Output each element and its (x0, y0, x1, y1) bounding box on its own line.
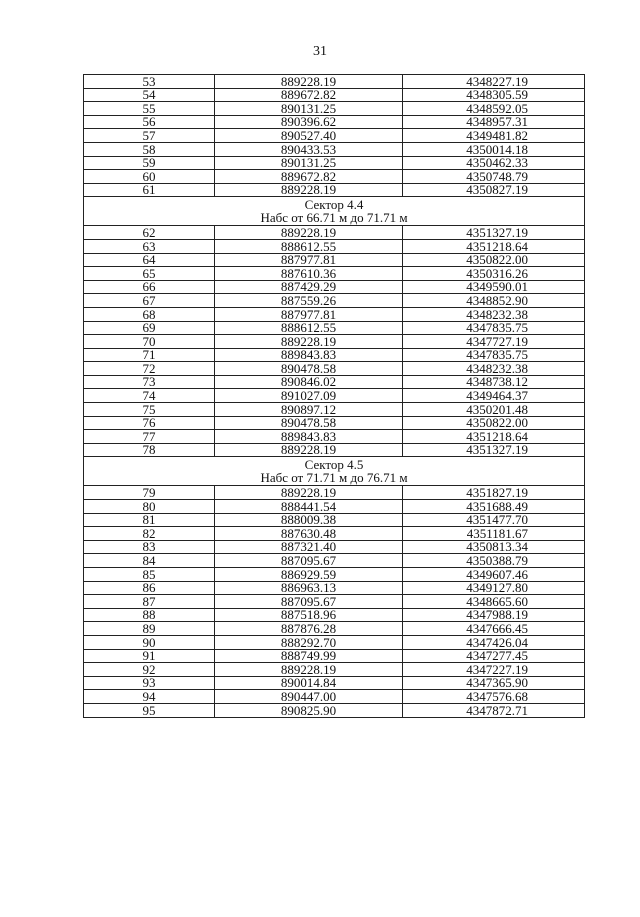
table-row (84, 102, 585, 116)
table-row (84, 513, 585, 527)
point-number-cell: 57 (84, 129, 215, 143)
section-title: Сектор 4.5 (304, 457, 364, 473)
x-coordinate-cell: 889228.19 (215, 443, 403, 457)
point-number-cell: 84 (84, 554, 215, 568)
table-row (84, 608, 585, 622)
point-number-cell: 72 (84, 362, 215, 376)
table-row (84, 581, 585, 595)
table-row (84, 416, 585, 430)
x-coordinate-cell: 888749.99 (215, 649, 403, 663)
x-coordinate-cell: 889228.19 (215, 226, 403, 240)
section-header-cell (84, 457, 585, 486)
table-row (84, 540, 585, 554)
point-number-cell: 81 (84, 513, 215, 527)
x-coordinate-cell: 886929.59 (215, 568, 403, 582)
point-number-cell: 77 (84, 430, 215, 444)
x-coordinate-cell: 890447.00 (215, 690, 403, 704)
point-number-cell: 85 (84, 568, 215, 582)
y-coordinate-cell: 4347277.45 (403, 649, 585, 663)
x-coordinate-cell: 890014.84 (215, 676, 403, 690)
y-coordinate-cell: 4350462.33 (403, 156, 585, 170)
table-row (84, 239, 585, 253)
y-coordinate-cell: 4347872.71 (403, 703, 585, 717)
x-coordinate-cell: 886963.13 (215, 581, 403, 595)
y-coordinate-cell: 4348852.90 (403, 294, 585, 308)
point-number-cell: 69 (84, 321, 215, 335)
y-coordinate-cell: 4348227.19 (403, 75, 585, 89)
table-row (84, 554, 585, 568)
table-row (84, 335, 585, 349)
table-row (84, 443, 585, 457)
point-number-cell: 70 (84, 335, 215, 349)
point-number-cell: 79 (84, 486, 215, 500)
table-row (84, 389, 585, 403)
x-coordinate-cell: 890897.12 (215, 403, 403, 417)
y-coordinate-cell: 4351218.64 (403, 430, 585, 444)
x-coordinate-cell: 890131.25 (215, 156, 403, 170)
x-coordinate-cell: 890527.40 (215, 129, 403, 143)
point-number-cell: 82 (84, 527, 215, 541)
x-coordinate-cell: 887876.28 (215, 622, 403, 636)
point-number-cell: 56 (84, 115, 215, 129)
table-row (84, 321, 585, 335)
y-coordinate-cell: 4348738.12 (403, 375, 585, 389)
x-coordinate-cell: 890825.90 (215, 703, 403, 717)
table-row (84, 690, 585, 704)
y-coordinate-cell: 4350813.34 (403, 540, 585, 554)
y-coordinate-cell: 4349607.46 (403, 568, 585, 582)
table-row (84, 267, 585, 281)
x-coordinate-cell: 889843.83 (215, 430, 403, 444)
table-row (84, 170, 585, 184)
point-number-cell: 61 (84, 183, 215, 197)
y-coordinate-cell: 4347727.19 (403, 335, 585, 349)
x-coordinate-cell: 889228.19 (215, 75, 403, 89)
x-coordinate-cell: 887977.81 (215, 253, 403, 267)
table-row (84, 622, 585, 636)
point-number-cell: 67 (84, 294, 215, 308)
point-number-cell: 87 (84, 595, 215, 609)
x-coordinate-cell: 890433.53 (215, 142, 403, 156)
x-coordinate-cell: 890846.02 (215, 375, 403, 389)
y-coordinate-cell: 4347835.75 (403, 321, 585, 335)
table-row (84, 676, 585, 690)
y-coordinate-cell: 4351477.70 (403, 513, 585, 527)
y-coordinate-cell: 4350748.79 (403, 170, 585, 184)
y-coordinate-cell: 4347666.45 (403, 622, 585, 636)
x-coordinate-cell: 887095.67 (215, 554, 403, 568)
table-row (84, 500, 585, 514)
y-coordinate-cell: 4351218.64 (403, 239, 585, 253)
table-row (84, 568, 585, 582)
x-coordinate-cell: 889228.19 (215, 663, 403, 677)
y-coordinate-cell: 4350822.00 (403, 253, 585, 267)
table-row (84, 294, 585, 308)
y-coordinate-cell: 4350827.19 (403, 183, 585, 197)
y-coordinate-cell: 4347576.68 (403, 690, 585, 704)
y-coordinate-cell: 4349590.01 (403, 280, 585, 294)
y-coordinate-cell: 4348232.38 (403, 362, 585, 376)
y-coordinate-cell: 4348232.38 (403, 307, 585, 321)
point-number-cell: 71 (84, 348, 215, 362)
x-coordinate-cell: 887630.48 (215, 527, 403, 541)
x-coordinate-cell: 890396.62 (215, 115, 403, 129)
y-coordinate-cell: 4350822.00 (403, 416, 585, 430)
table-row (84, 595, 585, 609)
x-coordinate-cell: 890478.58 (215, 416, 403, 430)
point-number-cell: 65 (84, 267, 215, 281)
point-number-cell: 53 (84, 75, 215, 89)
point-number-cell: 66 (84, 280, 215, 294)
table-row (84, 88, 585, 102)
y-coordinate-cell: 4349464.37 (403, 389, 585, 403)
y-coordinate-cell: 4351827.19 (403, 486, 585, 500)
point-number-cell: 59 (84, 156, 215, 170)
x-coordinate-cell: 888612.55 (215, 239, 403, 253)
y-coordinate-cell: 4351688.49 (403, 500, 585, 514)
x-coordinate-cell: 888292.70 (215, 635, 403, 649)
point-number-cell: 60 (84, 170, 215, 184)
table-row (84, 403, 585, 417)
table-row (84, 430, 585, 444)
table-row (84, 75, 585, 89)
point-number-cell: 86 (84, 581, 215, 595)
section-header-sector-4-5 (84, 457, 585, 486)
y-coordinate-cell: 4348957.31 (403, 115, 585, 129)
y-coordinate-cell: 4351181.67 (403, 527, 585, 541)
section-title: Сектор 4.4 (304, 197, 364, 213)
point-number-cell: 78 (84, 443, 215, 457)
y-coordinate-cell: 4347835.75 (403, 348, 585, 362)
x-coordinate-cell: 889843.83 (215, 348, 403, 362)
x-coordinate-cell: 887095.67 (215, 595, 403, 609)
point-number-cell: 94 (84, 690, 215, 704)
table-row (84, 307, 585, 321)
coordinates-block-sector-4-3 (84, 75, 585, 197)
y-coordinate-cell: 4348665.60 (403, 595, 585, 609)
point-number-cell: 76 (84, 416, 215, 430)
x-coordinate-cell: 889672.82 (215, 170, 403, 184)
x-coordinate-cell: 891027.09 (215, 389, 403, 403)
y-coordinate-cell: 4348305.59 (403, 88, 585, 102)
y-coordinate-cell: 4351327.19 (403, 226, 585, 240)
table-row (84, 253, 585, 267)
table-row (84, 486, 585, 500)
point-number-cell: 91 (84, 649, 215, 663)
section-header-row (84, 457, 585, 486)
table-row (84, 362, 585, 376)
point-number-cell: 54 (84, 88, 215, 102)
table-row (84, 183, 585, 197)
point-number-cell: 92 (84, 663, 215, 677)
table-row (84, 156, 585, 170)
x-coordinate-cell: 889228.19 (215, 335, 403, 349)
section-height-range: Набс от 71.71 м до 76.71 м (260, 470, 408, 486)
table-row (84, 142, 585, 156)
y-coordinate-cell: 4351327.19 (403, 443, 585, 457)
table-row (84, 649, 585, 663)
point-number-cell: 89 (84, 622, 215, 636)
y-coordinate-cell: 4350388.79 (403, 554, 585, 568)
x-coordinate-cell: 888441.54 (215, 500, 403, 514)
x-coordinate-cell: 887321.40 (215, 540, 403, 554)
x-coordinate-cell: 887977.81 (215, 307, 403, 321)
point-number-cell: 75 (84, 403, 215, 417)
point-number-cell: 63 (84, 239, 215, 253)
point-number-cell: 58 (84, 142, 215, 156)
x-coordinate-cell: 887610.36 (215, 267, 403, 281)
x-coordinate-cell: 889672.82 (215, 88, 403, 102)
section-header-cell (84, 197, 585, 226)
x-coordinate-cell: 890478.58 (215, 362, 403, 376)
y-coordinate-cell: 4350014.18 (403, 142, 585, 156)
page-number: 31 (313, 44, 327, 59)
point-number-cell: 74 (84, 389, 215, 403)
table-row (84, 375, 585, 389)
table-row (84, 115, 585, 129)
section-header-sector-4-4 (84, 197, 585, 226)
point-number-cell: 55 (84, 102, 215, 116)
y-coordinate-cell: 4347365.90 (403, 676, 585, 690)
x-coordinate-cell: 887518.96 (215, 608, 403, 622)
point-number-cell: 73 (84, 375, 215, 389)
x-coordinate-cell: 888009.38 (215, 513, 403, 527)
table-row (84, 226, 585, 240)
point-number-cell: 64 (84, 253, 215, 267)
x-coordinate-cell: 887559.26 (215, 294, 403, 308)
point-number-cell: 88 (84, 608, 215, 622)
x-coordinate-cell: 890131.25 (215, 102, 403, 116)
y-coordinate-cell: 4349127.80 (403, 581, 585, 595)
table-row (84, 280, 585, 294)
y-coordinate-cell: 4347227.19 (403, 663, 585, 677)
coordinates-block-sector-4-5 (84, 486, 585, 717)
x-coordinate-cell: 889228.19 (215, 486, 403, 500)
section-header-row (84, 197, 585, 226)
y-coordinate-cell: 4350201.48 (403, 403, 585, 417)
x-coordinate-cell: 888612.55 (215, 321, 403, 335)
point-number-cell: 62 (84, 226, 215, 240)
x-coordinate-cell: 887429.29 (215, 280, 403, 294)
table-row (84, 348, 585, 362)
coordinates-table (83, 74, 585, 718)
x-coordinate-cell: 889228.19 (215, 183, 403, 197)
coordinates-block-sector-4-4 (84, 226, 585, 457)
y-coordinate-cell: 4348592.05 (403, 102, 585, 116)
y-coordinate-cell: 4350316.26 (403, 267, 585, 281)
section-height-range: Набс от 66.71 м до 71.71 м (260, 210, 408, 226)
point-number-cell: 68 (84, 307, 215, 321)
y-coordinate-cell: 4349481.82 (403, 129, 585, 143)
table-row (84, 129, 585, 143)
table-row (84, 703, 585, 717)
table-row (84, 663, 585, 677)
point-number-cell: 90 (84, 635, 215, 649)
point-number-cell: 95 (84, 703, 215, 717)
y-coordinate-cell: 4347426.04 (403, 635, 585, 649)
point-number-cell: 93 (84, 676, 215, 690)
table-row (84, 527, 585, 541)
point-number-cell: 83 (84, 540, 215, 554)
y-coordinate-cell: 4347988.19 (403, 608, 585, 622)
table-row (84, 635, 585, 649)
point-number-cell: 80 (84, 500, 215, 514)
